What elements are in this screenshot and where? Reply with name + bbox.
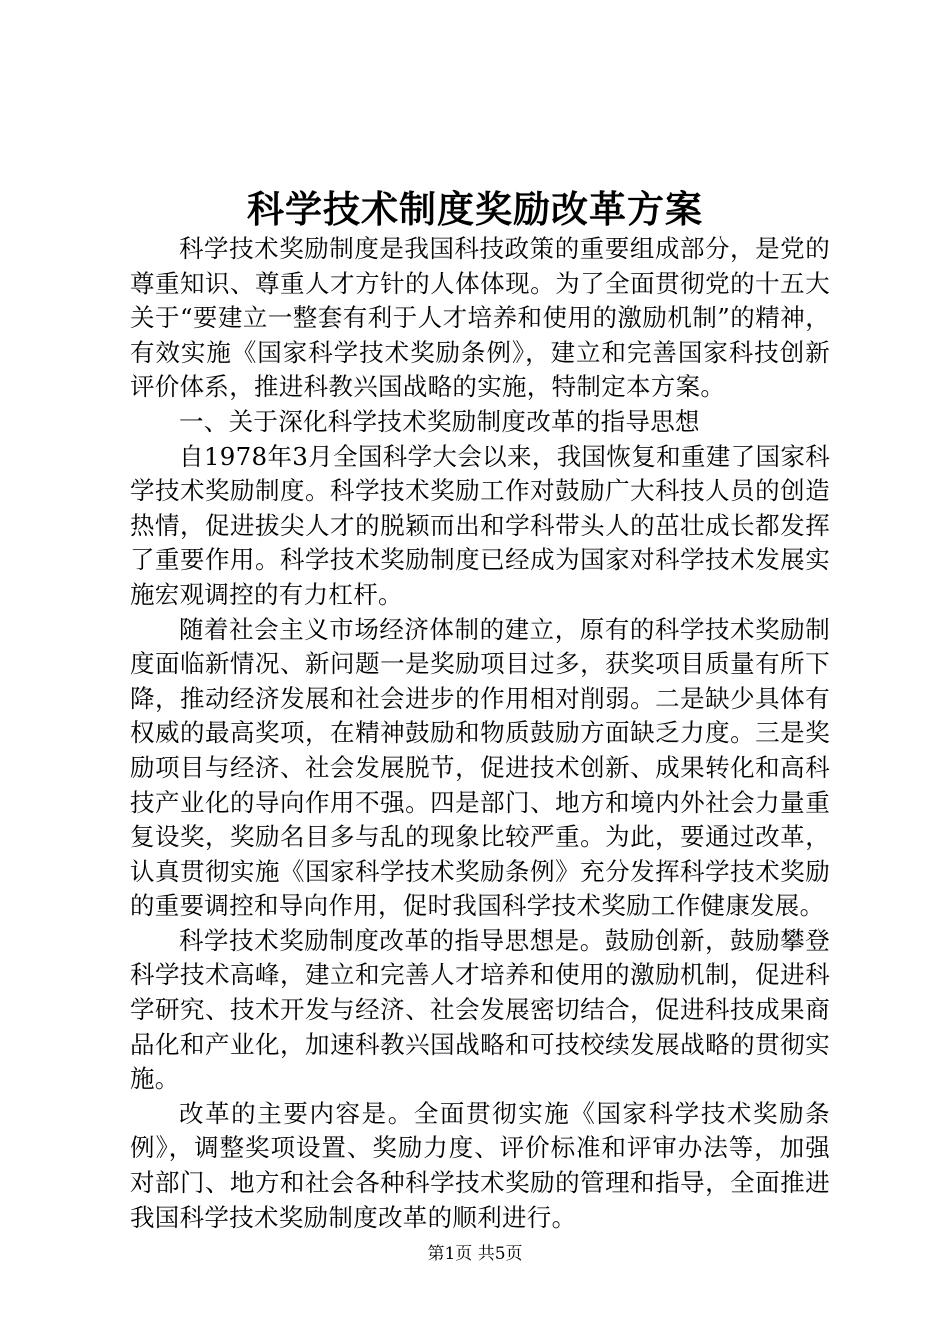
section-heading-1: 一、关于深化科学技术奖励制度改革的指导思想 xyxy=(179,406,700,436)
paragraph-intro: 科学技术奖励制度是我国科技政策的重要组成部分，是党的尊重知识、尊重人才方针的人体体现。为了全面贯彻党的十五大关于“要建立一整套有利于人才培养和使用的激励机制”的精神，有效实施《国家科学技术奖励条例》，建立和完善国家科技创新评价体系，推进科教兴国战略的实施，特制定本方案。 xyxy=(130,234,830,402)
paragraph-main-content: 改革的主要内容是。全面贯彻实施《国家科学技术奖励条例》，调整奖项设置、奖励力度、评价标准和评审办法等，加强对部门、地方和社会各种科学技术奖励的管理和指导，全面推进我国科学技术奖励制度改革的顺利进行。 xyxy=(130,1098,830,1232)
paragraph-guiding-ideology: 科学技术奖励制度改革的指导思想是。鼓励创新，鼓励攀登科学技术高峰，建立和完善人才培养和使用的激励机制，促进科学研究、技术开发与经济、社会发展密切结合，促进科技成果商品化和产业化，加速科教兴国战略和可技校续发展战略的贯彻实施。 xyxy=(130,925,830,1094)
paragraph-problems: 随着社会主义市场经济体制的建立，原有的科学技术奖励制度面临新情况、新问题一是奖励项目过多，获奖项目质量有所下降，推动经济发展和社会进步的作用相对削弱。二是缺少具体有权威的最高奖项，在精神鼓励和物质鼓励方面缺乏力度。三是奖励项目与经济、社会发展脱节，促进技术创新、成果转化和高科技产业化的导向作用不强。四是部门、地方和境内外社会力量重复设奖，奖励名目多与乱的现象比较严重。为此，要通过改革，认真贯彻实施《国家科学技术奖励条例》充分发挥科学技术奖励的重要调控和导向作用，促时我国科学技术奖励工作健康发展。 xyxy=(130,614,830,921)
document-body xyxy=(130,232,830,1235)
document-title: 科学技术制度奖励改革方案 xyxy=(247,187,703,231)
paragraph-history: 自1978年3月全国科学大会以来，我国恢复和重建了国家科学技术奖励制度。科学技术奖励工作对鼓励广大科技人员的创造热情，促进拔尖人才的脱颖而出和学科带头人的茁壮成长都发挥了重要作用。科学技术奖励制度已经成为国家对科学技术发展实施宏观调控的有力杠杆。 xyxy=(130,441,830,609)
page-number-footer: 第1页 共5页 xyxy=(427,1244,523,1264)
